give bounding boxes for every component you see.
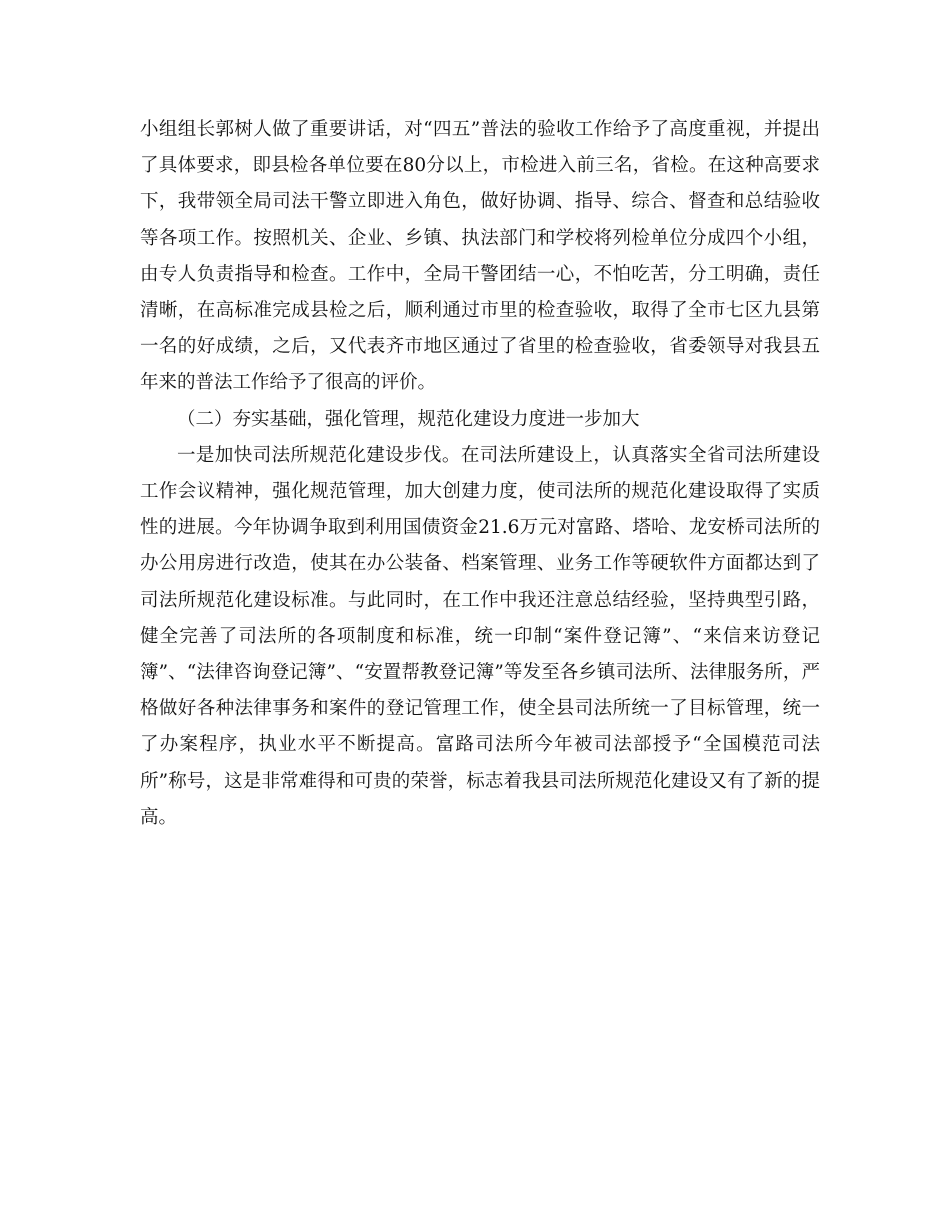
section-heading: （二）夯实基础，强化管理，规范化建设力度进一步加大: [177, 408, 640, 430]
document-body: [140, 112, 820, 836]
paragraph-continuation: 小组组长郭树人做了重要讲话，对“四五”普法的验收工作给予了高度重视，并提出了具体要求，即县检各单位要在80分以上，市检进入前三名，省检。在这种高要求下，我带领全局司法干警立即进入角色，做好协调、指导、综合、督查和总结验收等各项工作。按照机关、企业、乡镇、执法部门和学校将列检单位分成四个小组，由专人负责指导和检查。工作中，全局干警团结一心，不怕吃苦，分工明确，责任清晰，在高标准完成县检之后，顺利通过市里的检查验收，取得了全市七区九县第一名的好成绩，之后，又代表齐市地区通过了省里的检查验收，省委领导对我县五年来的普法工作给予了很高的评价。: [140, 119, 820, 394]
paragraph-body: 一是加快司法所规范化建设步伐。在司法所建设上，认真落实全省司法所建设工作会议精神，强化规范管理，加大创建力度，使司法所的规范化建设取得了实质性的进展。今年协调争取到利用国债资金21.6万元对富路、塔哈、龙安桥司法所的办公用房进行改造，使其在办公装备、档案管理、业务工作等硬软件方面都达到了司法所规范化建设标准。与此同时，在工作中我还注意总结经验，坚持典型引路，健全完善了司法所的各项制度和标准，统一印制“案件登记簿”、“来信来访登记簿”、“法律咨询登记簿”、“安置帮教登记簿”等发至各乡镇司法所、法律服务所，严格做好各种法律事务和案件的登记管理工作，使全县司法所统一了目标管理，统一了办案程序，执业水平不断提高。富路司法所今年被司法部授予“全国模范司法所”称号，这是非常难得和可贵的荣誉，标志着我县司法所规范化建设又有了新的提高。: [140, 444, 820, 828]
